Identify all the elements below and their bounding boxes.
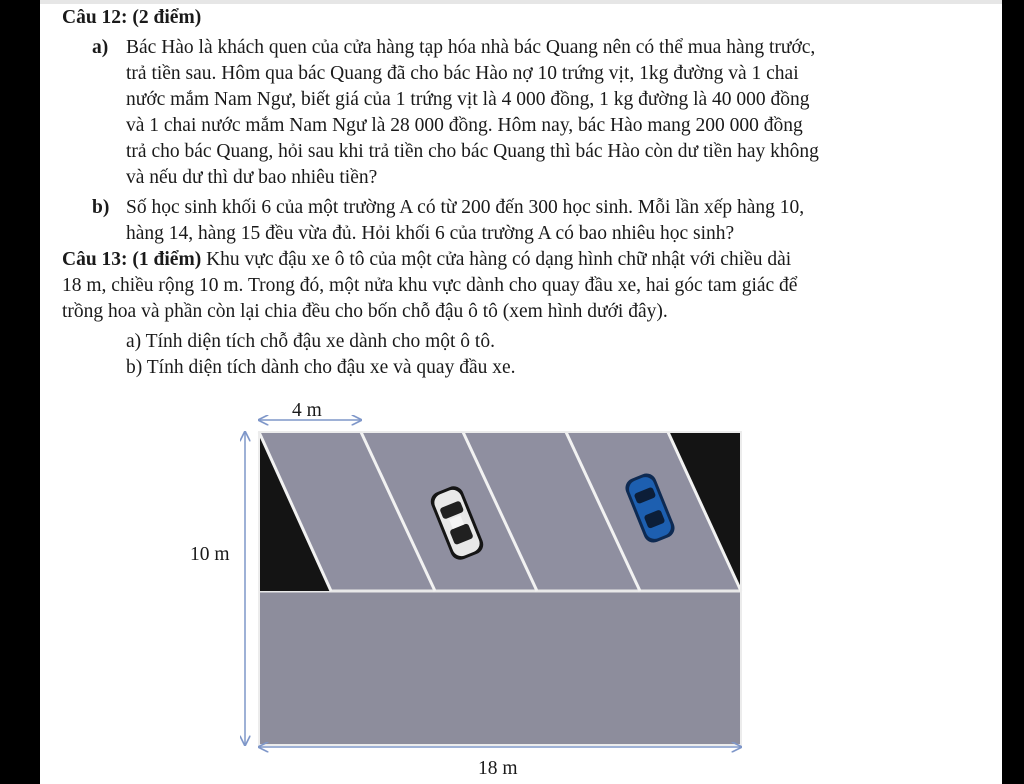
turning-area (259, 591, 741, 745)
q12-a-line-4: và 1 chai nước mắm Nam Ngư là 28 000 đồng. Hôm nay, bác Hào mang 200 000 đồng (126, 115, 803, 136)
height-label: 10 m (190, 544, 230, 565)
q13-title: Câu 13: (1 điểm) (62, 249, 202, 270)
q12-b-line-1: Số học sinh khối 6 của một trường A có từ 200 đến 300 học sinh. Mỗi lần xếp hàng 10, (126, 197, 805, 218)
q12-a-line-6: và nếu dư thì dư bao nhiêu tiền? (126, 167, 378, 188)
q13-line-1: Khu vực đậu xe ô tô của một cửa hàng có dạng hình chữ nhật với chiều dài (206, 249, 792, 270)
q12-b-label: b) (92, 197, 110, 218)
q13-line-2: 18 m, chiều rộng 10 m. Trong đó, một nửa khu vực dành cho quay đầu xe, hai góc tam giác để (62, 275, 798, 296)
document-page (40, 0, 1002, 784)
q12-title: Câu 12: (2 điểm) (62, 7, 202, 28)
q12-a-line-2: trả tiền sau. Hôm qua bác Quang đã cho bác Hào nợ 10 trứng vịt, 1kg đường và 1 chai (126, 63, 799, 84)
length-label: 18 m (478, 758, 518, 779)
parking-lot-figure (40, 0, 1002, 784)
q12-a-line-5: trả cho bác Quang, hỏi sau khi trả tiền cho bác Quang thì bác Hào còn dư tiền hay không (126, 141, 819, 162)
q12-a-line-1: Bác Hào là khách quen của cửa hàng tạp hóa nhà bác Quang nên có thể mua hàng trước, (126, 37, 816, 58)
q12-a-line-3: nước mắm Nam Ngư, biết giá của 1 trứng vịt là 4 000 đồng, 1 kg đường là 40 000 đồng (126, 89, 810, 110)
q13-a: a) Tính diện tích chỗ đậu xe dành cho một ô tô. (126, 331, 495, 352)
q13-b: b) Tính diện tích dành cho đậu xe và quay đầu xe. (126, 357, 516, 378)
q12-a-label: a) (92, 37, 109, 58)
q12-b-line-2: hàng 14, hàng 15 đều vừa đủ. Hỏi khối 6 của trường A có bao nhiêu học sinh? (126, 223, 735, 244)
width-label: 4 m (292, 400, 322, 421)
q13-line-3: trồng hoa và phần còn lại chia đều cho bốn chỗ đậu ô tô (xem hình dưới đây). (62, 301, 668, 322)
